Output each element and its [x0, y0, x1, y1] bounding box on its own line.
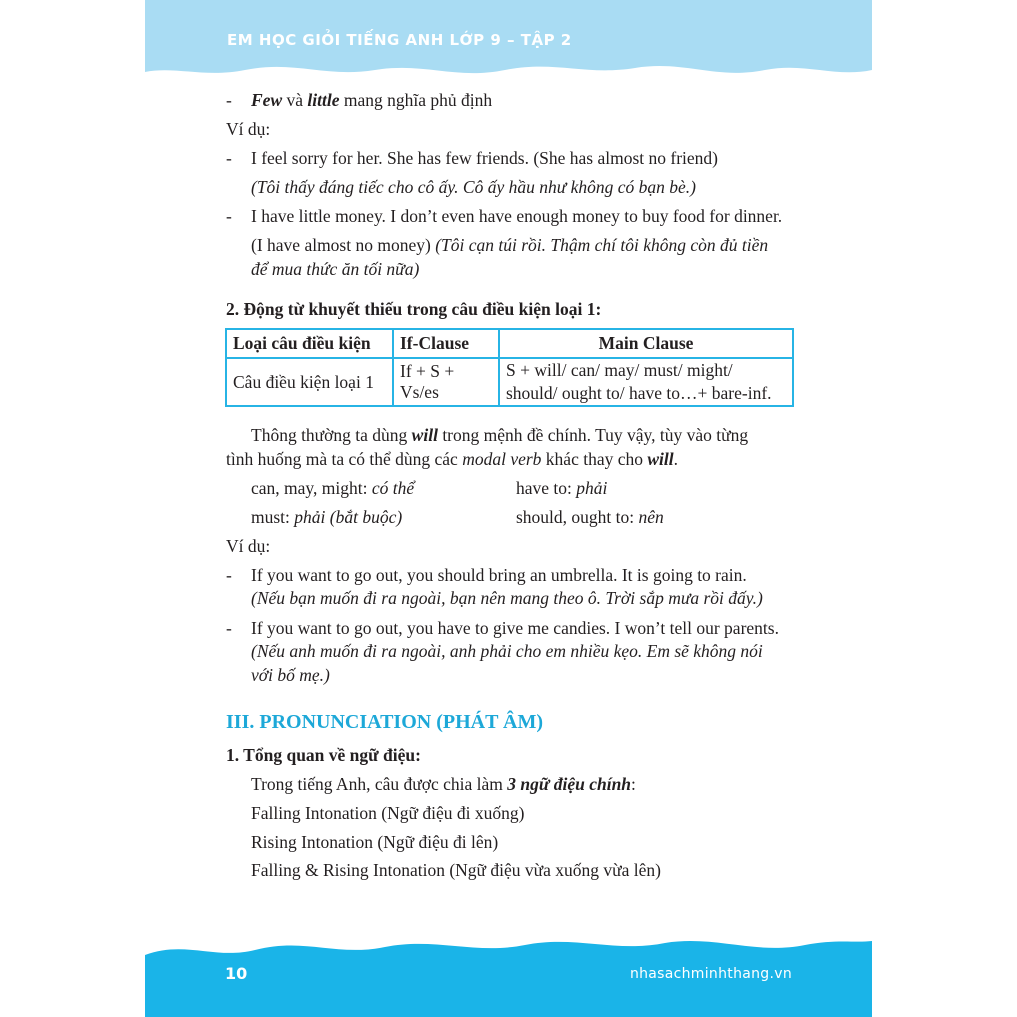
modal-meaning: must: phải (bắt buộc) — [251, 507, 403, 527]
publisher-website: nhasachminhthang.vn — [629, 966, 792, 982]
table-header-cell: Main Clause — [499, 329, 793, 358]
table-cell: Câu điều kiện loại 1 — [226, 358, 393, 406]
table-header-cell: Loại câu điều kiện — [226, 329, 393, 358]
page-number: 10 — [225, 964, 248, 983]
bullet-dash: - — [226, 148, 232, 168]
example-label: Ví dụ: — [226, 119, 271, 139]
table-header-cell: If-Clause — [393, 329, 499, 358]
subsection-heading: 1. Tổng quan về ngữ điệu: — [226, 745, 421, 765]
intonation-item: Falling & Rising Intonation (Ngữ điệu vừa xuống vừa lên) — [251, 860, 662, 880]
section-heading: 2. Động từ khuyết thiếu trong câu điều kiện loại 1: — [226, 299, 602, 319]
modal-meaning: should, ought to: nên — [516, 507, 664, 527]
example-translation: (Nếu anh muốn đi ra ngoài, anh phải cho em nhiều kẹo. Em sẽ không nói — [251, 641, 763, 661]
paragraph-line: Thông thường ta dùng will trong mệnh đề chính. Tuy vậy, tùy vào từng — [251, 425, 749, 445]
conditional-table — [225, 328, 794, 407]
table-row — [226, 358, 793, 406]
table-cell: S + will/ can/ may/ must/ might/ should/ ought to/ have to…+ bare-inf. — [499, 358, 793, 406]
paragraph-line: tình huống mà ta có thể dùng các modal verb khác thay cho will. — [226, 449, 678, 469]
bullet-dash: - — [226, 565, 232, 585]
example-translation: (Nếu bạn muốn đi ra ngoài, bạn nên mang theo ô. Trời sắp mưa rồi đấy.) — [251, 588, 763, 608]
few-little-point: Few và little mang nghĩa phủ định — [251, 90, 493, 110]
intro-line: Trong tiếng Anh, câu được chia làm 3 ngữ điệu chính: — [251, 774, 636, 794]
example-label: Ví dụ: — [226, 536, 271, 556]
table-cell: If + S + Vs/es — [393, 358, 499, 406]
example-translation: để mua thức ăn tối nữa) — [251, 259, 420, 279]
example-sentence: If you want to go out, you should bring an umbrella. It is going to rain. — [251, 565, 747, 585]
example-sentence-cont: (I have almost no money) (Tôi cạn túi rồi. Thậm chí tôi không còn đủ tiền — [251, 235, 769, 255]
example-sentence: I have little money. I don’t even have enough money to buy food for dinner. — [251, 206, 783, 226]
modal-meaning: have to: phải — [516, 478, 608, 498]
book-title: EM HỌC GIỎI TIẾNG ANH LỚP 9 – TẬP 2 — [227, 31, 572, 49]
example-translation: (Tôi thấy đáng tiếc cho cô ấy. Cô ấy hầu như không có bạn bè.) — [251, 177, 697, 197]
table-header-row — [226, 329, 793, 358]
example-sentence: I feel sorry for her. She has few friends. (She has almost no friend) — [251, 148, 719, 168]
bullet-dash: - — [226, 618, 232, 638]
bullet-dash: - — [226, 206, 232, 226]
bullet-dash: - — [226, 90, 232, 110]
intonation-item: Rising Intonation (Ngữ điệu đi lên) — [251, 832, 499, 852]
intonation-item: Falling Intonation (Ngữ điệu đi xuống) — [251, 803, 525, 823]
pronunciation-heading: III. PRONUNCIATION (PHÁT ÂM) — [226, 711, 544, 733]
modal-meaning: can, may, might: có thể — [251, 478, 415, 498]
example-sentence: If you want to go out, you have to give me candies. I won’t tell our parents. — [251, 618, 779, 638]
example-translation: với bố mẹ.) — [251, 665, 330, 685]
